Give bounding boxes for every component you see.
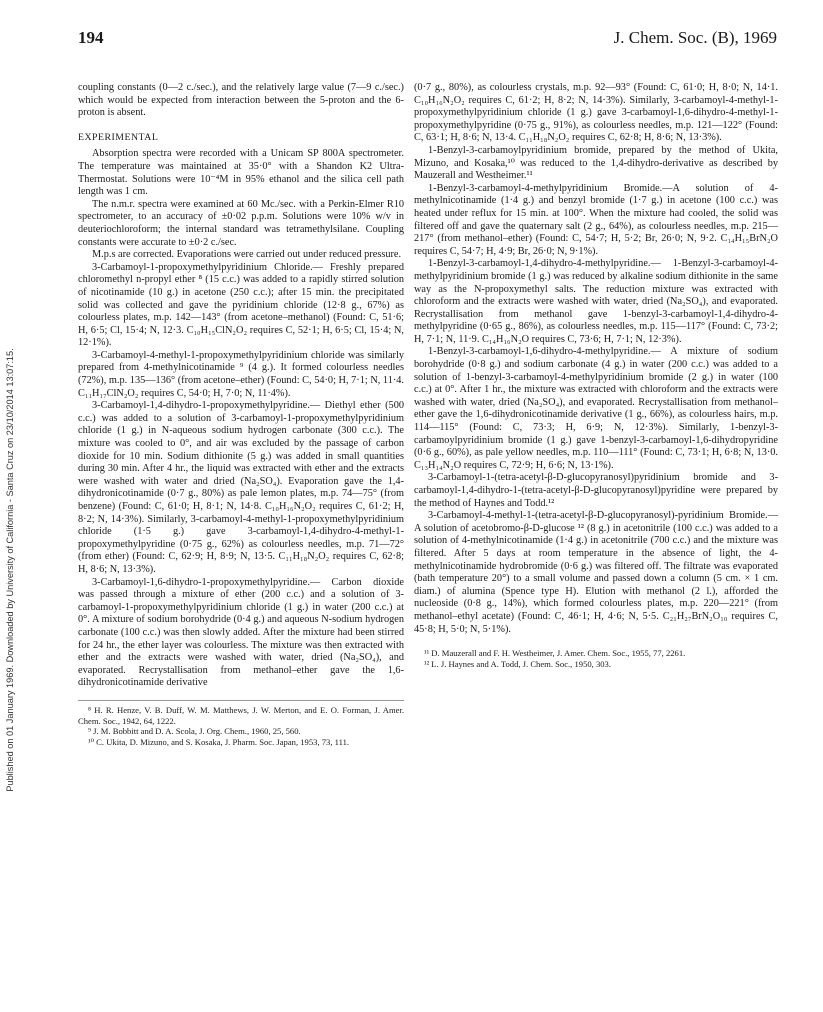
sidebar-text: Published on 01 January 1969. Downloaded by University of California - Santa Cruz on 23/10/2014 13:07:15. [5,348,15,792]
paragraph: 3-Carbamoyl-1-(tetra-acetyl-β-D-glucopyranosyl)pyridinium bromide and 3-carbamoyl-1,4-dihydro-1-(tetra-acetyl-β-D-glucopyranosyl)pyridine were prepared by the method of Haynes and Todd.¹² [414,472,778,509]
journal-header: J. Chem. Soc. (B), 1969 [613,28,777,47]
paragraph: Absorption spectra were recorded with a Unicam SP 800A spectrometer. The temperature was maintained at 35·0° with a Shandon K2 Ultra-Thermostat. Solutions were 10⁻⁴M in 95% ethanol and the silica cell path length was 1 cm. [78,148,404,198]
footnote: ⁸ H. R. Henze, V. B. Duff, W. M. Matthews, J. W. Merton, and E. O. Forman, J. Amer. Chem. Soc., 1942, 64, 1222. [78,704,404,726]
paragraph: M.p.s are corrected. Evaporations were carried out under reduced pressure. [92,249,402,261]
footnotes [414,648,778,669]
paragraph: 1-Benzyl-3-carbamoylpyridinium bromide, prepared by the method of Ukita, Mizuno, and Kosaka,¹⁰ was reduced to the 1,4-dihydro-derivative as described by Mauzerall and Westheimer.¹¹ [414,144,778,182]
paragraph: 1-Benzyl-3-carbamoyl-1,4-dihydro-4-methylpyridine.— 1-Benzyl-3-carbamoyl-4-methylpyridinium bromide (1 g.) was reduced by alkaline sodium dithionite in the same way as the N-propoxymethyl salts. The reduction mixture was extracted with chloroform and the extracts were washed with water, dried (Na₂SO₄), and evaporated. Recrystallisation from methanol gave 1-benzyl-3-carbamoyl-1,4-dihydro-4-methylpyridine (0·65 g., 86%), as colourless needles, m.p. 115—117° (Found: C, 73·2; H, 7·1; N, 11·9. C₁₄H₁₆N₂O requires C, 73·6; H, 7·1; N, 12·3%). [414,258,778,345]
footnote: ¹¹ D. Mauzerall and F. H. Westheimer, J. Amer. Chem. Soc., 1955, 77, 2261. [424,648,686,659]
paragraph: 3-Carbamoyl-1-propoxymethylpyridinium Chloride.— Freshly prepared chloromethyl n-propyl ether ⁸ (15 c.c.) was added to a rapidly stirred solution of nicotinamide (10 g.) in acetone (250 c.c.); after 15 min. the precipitated solid was collected and gave the pyridinium chloride (12·8 g., 67%) as colourless plates, m.p. 142—143° (from acetone–methanol) (Found: C, 51·6; H, 6·5; Cl, 15·4; N, 12·3. C₁₀H₁₅ClN₂O₂ requires C, 52·1; H, 6·5; Cl, 15·4; N, 12·1%). [78,261,404,349]
footnote: ¹⁰ C. Ukita, D. Mizuno, and S. Kosaka, J. Pharm. Soc. Japan, 1953, 73, 111. [88,736,350,747]
paragraph: 1-Benzyl-3-carbamoyl-4-methylpyridinium Bromide.—A solution of 4-methylnicotinamide (1·4 g.) and benzyl bromide (1·7 g.) in acetone (100 c.c.) was heated under reflux for 15 min. at 100°. When the mixture had cooled, the solid was filtered off and gave the quaternary salt (2 g., 64%), as colourless needles, m.p. 215—217° (from methanol–ether) (Found: C, 54·7; H, 5·2; Br, 26·0; N, 9·2. C₁₄H₁₅BrN₂O requires C, 54·7; H, 4·9; Br, 26·0; N, 9·1%). [414,182,778,257]
paragraph: 3-Carbamoyl-1,4-dihydro-1-propoxymethylpyridine.— Diethyl ether (500 c.c.) was added to a solution of 3-carbamoyl-1-propoxymethylpyridinium chloride (1 g.) in N-aqueous sodium hydrogen carbonate (300 c.c.). The mixture was cooled to 0°, and air was excluded by the passage of carbon dioxide for 10 min. Sodium dithionite (5 g.) was added in small quantities during 30 min. After 4 hr., the liquid was extracted with ether and the extracts were washed with water and dried (Na₂SO₄). Evaporation gave the 1,4-dihydronicotinamide (0·7 g., 80%) as pale lemon plates, m.p. 74—75° (from benzene) (Found: C, 61·0; H, 8·1; N, 14·8. C₁₀H₁₆N₂O₂ requires C, 61·2; H, 8·2; N, 14·3%). Similarly, 3-carbamoyl-4-methyl-1-propoxymethylpyridinium chloride (1·5 g.) gave 3-carbamoyl-1,4-dihydro-4-methyl-1-propoxymethylpyridine (0·75 g., 62%) as colourless needles, m.p. 71—72° (from ether) (Found: C, 62·9; H, 8·9; N, 13·5. C₁₁H₁₈N₂O₂ requires C, 62·8; H, 8·6; N, 13·3%). [78,400,404,575]
footnote: ¹² L. J. Haynes and A. Todd, J. Chem. Soc., 1950, 303. [424,658,612,669]
section-heading: EXPERIMENTAL [78,131,159,143]
page-number: 194 [78,28,104,47]
right-column [414,82,778,669]
publication-sidebar [2,150,18,990]
footnote: ⁹ J. M. Bobbitt and D. A. Scola, J. Org. Chem., 1960, 25, 560. [88,726,301,737]
paragraph: 3-Carbamoyl-4-methyl-1-(tetra-acetyl-β-D-glucopyranosyl)-pyridinium Bromide.—A solution of acetobromo-β-D-glucose ¹² (8 g.) in acetonitrile (100 c.c.) was added to a solution of 4-methylnicotinamide (1·4 g.) in acetonitrile (700 c.c.) and the mixture was filtered. After 5 days at room temperature in the absence of light, the 4-methylnicotinamide hydrobromide (0·6 g.) was filtered off. The filtrate was evaporated (bath temperature 20°) to a small volume and passed down a column (5 cm. × 1 cm. diam.) of alumina (Spence type H). Elution with methanol (2 l.), afforded the nucleoside (0·8 g., 14%), which formed colourless plates, m.p. 220—221° (from methanol–ethyl acetate) (Found: C, 46·1; H, 4·6; N, 5·5. C₂₁H₂₇BrN₂O₁₀ requires C, 45·8; H, 5·0; N, 5·1%). [414,510,778,635]
paragraph: coupling constants (0—2 c./sec.), and the relatively large value (7—9 c./sec.) which would be expected from interaction between the 5-proton and the 6-proton is absent. [78,82,404,119]
paragraph: 1-Benzyl-3-carbamoyl-1,6-dihydro-4-methylpyridine.— A mixture of sodium borohydride (0·8 g.) and sodium carbonate (4 g.) in water (200 c.c.) was added to a solution of 1-benzyl-3-carbamoyl-4-methylpyridinium bromide (2 g.) in water (100 c.c.) at 0°. After 1 hr., the mixture was extracted with chloroform and the extracts were washed with water, dried (Na₂SO₄), and evaporated. Recrystallisation from methanol–ether gave the 1,6-dihydronicotinamide derivative (1 g., 66%), as colourless hairs, m.p. 114—115° (Found: C, 73·3; H, 6·9; N, 12·3%). Similarly, 1-benzyl-3-carbamoylpyridinium bromide (1 g.) gave 1-benzyl-3-carbamoyl-1,6-dihydropyridine (0·6 g., 60%), as pale yellow needles, m.p. 110—111° (Found: C, 73·1; H, 6·8; N, 13·0. C₁₃H₁₄N₂O requires C, 72·9; H, 6·6; N, 13·1%). [414,346,778,471]
paragraph: 3-Carbamoyl-4-methyl-1-propoxymethylpyridinium chloride was similarly prepared from 4-methylnicotinamide ⁹ (4 g.). It formed colourless needles (72%), m.p. 135—136° (from acetone–ether) (Found: C, 54·0; H, 7·1; N, 11·4. C₁₁H₁₇ClN₂O₂ requires C, 54·0; H, 7·0; N, 11·4%). [78,349,404,399]
footnotes [78,700,404,747]
paragraph: (0·7 g., 80%), as colourless crystals, m.p. 92—93° (Found: C, 61·0; H, 8·0; N, 14·1. C₁₀H₁₆N₂O₂ requires C, 61·2; H, 8·2; N, 14·3%). Similarly, 3-carbamoyl-4-methyl-1-propoxymethylpyridinium chloride (1 g.) gave 3-carbamoyl-1,6-dihydro-4-methyl-1-propoxymethylpyridine (0·75 g., 91%), as colourless needles, m.p. 121—122° (Found: C, 63·1; H, 8·6; N, 13·4. C₁₁H₁₈N₂O₂ requires C, 62·8; H, 8·6; N, 13·3%). [414,82,778,144]
paragraph: 3-Carbamoyl-1,6-dihydro-1-propoxymethylpyridine.— Carbon dioxide was passed through a mixture of ether (200 c.c.) and a solution of 3-carbamoyl-1-propoxymethylpyridinium chloride (1 g.) in water (200 c.c.) at 0°. A mixture of sodium borohydride (0·4 g.) and aqueous N-sodium hydrogen carbonate (100 c.c.) was then slowly added. After the mixture had been stirred for 24 hr., the ether layer was colourless. The mixture was then extracted with ether and the extracts were washed with water, dried (Na₂SO₄), and evaporated. Recrystallisation from methanol–ether gave the 1,6-dihydronicotinamide derivative [78,576,404,689]
paragraph: The n.m.r. spectra were examined at 60 Mc./sec. with a Perkin-Elmer R10 spectrometer, to an accuracy of ±0·02 p.p.m. Solutions were 10% w/v in deuteriochloroform; the internal standard was tetramethylsilane. Coupling constants were accurate to ±0·2 c./sec. [78,198,404,248]
left-column [78,82,404,747]
